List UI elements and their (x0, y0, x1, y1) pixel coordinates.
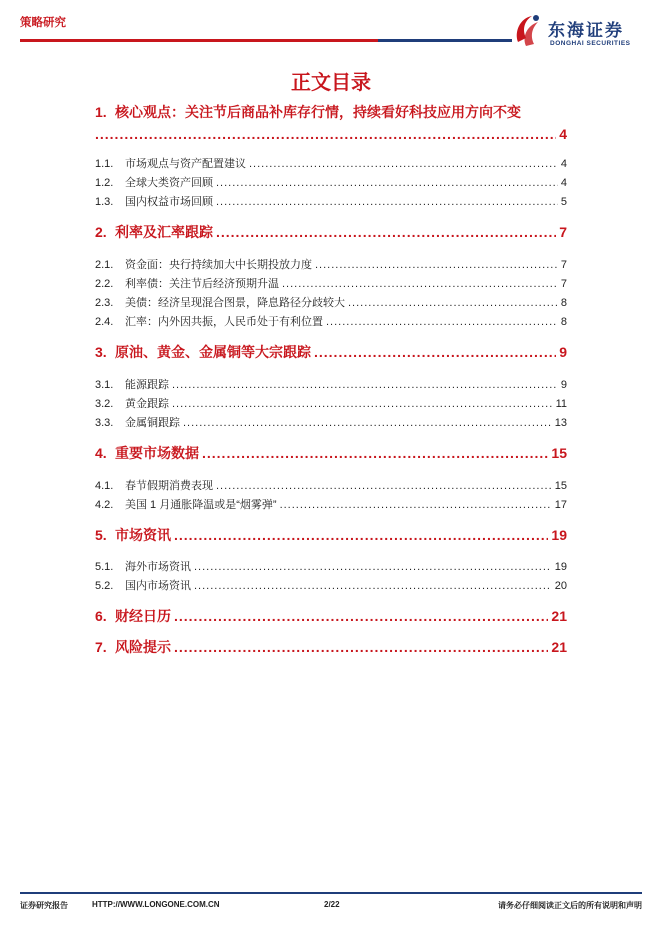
toc-item-4-2[interactable] (95, 496, 567, 512)
toc-page: 4 (559, 126, 567, 142)
toc-page: 15 (551, 445, 567, 461)
logo-mark-icon (512, 12, 544, 50)
toc-num: 2.4. (95, 316, 114, 328)
toc-item-3-3[interactable] (95, 414, 567, 430)
toc-item-1-2[interactable] (95, 174, 567, 190)
toc-section-5[interactable] (95, 525, 567, 545)
toc-section-7[interactable] (95, 637, 567, 657)
toc-page: 19 (551, 527, 567, 543)
toc-page: 7 (560, 259, 567, 271)
toc-section-1-leader[interactable] (95, 126, 567, 142)
section-label: 策略研究 (20, 17, 66, 29)
toc-text: 资金面：央行持续加大中长期投放力度 (125, 259, 312, 271)
dot-leader (216, 224, 556, 240)
toc-page: 11 (555, 398, 567, 410)
toc-text: 海外市场资讯 (125, 561, 191, 573)
toc-num: 1.3. (95, 196, 114, 208)
dot-leader (282, 278, 558, 290)
toc-page: 13 (554, 417, 567, 429)
footer-divider (20, 892, 642, 894)
toc-text: 全球大类资产回顾 (125, 177, 213, 189)
footer-disclaimer: 请务必仔细阅读正文后的所有说明和声明 (498, 901, 642, 910)
toc-num: 4. (95, 445, 107, 461)
toc-page: 8 (560, 297, 567, 309)
toc-page: 19 (554, 561, 567, 573)
header-divider-red (20, 39, 378, 42)
toc-text: 利率债：关注节后经济预期升温 (125, 278, 279, 290)
toc-page: 4 (560, 177, 567, 189)
toc-page: 4 (560, 158, 567, 170)
dot-leader (249, 158, 558, 170)
toc-item-2-3[interactable] (95, 294, 567, 310)
dot-leader (172, 379, 558, 391)
toc-text: 美国 1 月通胀降温或是“烟雾弹” (125, 499, 277, 511)
company-logo (512, 10, 647, 55)
toc-num: 2. (95, 224, 107, 240)
toc-item-5-1[interactable] (95, 558, 567, 574)
toc-page: 15 (554, 480, 567, 492)
toc-text: 国内权益市场回顾 (125, 196, 213, 208)
toc-text: 原油、黄金、金属铜等大宗跟踪 (115, 344, 311, 360)
toc-num: 1.2. (95, 177, 114, 189)
toc-text: 市场观点与资产配置建议 (125, 158, 246, 170)
dot-leader (348, 297, 558, 309)
toc-page: 21 (551, 639, 567, 655)
toc-item-1-3[interactable] (95, 193, 567, 209)
dot-leader (280, 499, 552, 511)
footer-website-link[interactable]: HTTP://WWW.LONGONE.COM.CN (92, 900, 220, 909)
page-number: 2/22 (324, 900, 340, 909)
toc-page: 8 (560, 316, 567, 328)
dot-leader (202, 445, 548, 461)
toc-num: 5.2. (95, 580, 114, 592)
toc-num: 1. (95, 104, 107, 120)
header-divider-blue (378, 39, 512, 42)
toc-num: 5. (95, 527, 107, 543)
toc-text: 美债：经济呈现混合图景，降息路径分歧较大 (125, 297, 345, 309)
toc-text: 能源跟踪 (125, 379, 169, 391)
dot-leader (314, 344, 556, 360)
toc-text: 风险提示 (115, 639, 171, 655)
toc-section-4[interactable] (95, 443, 567, 463)
toc-num: 3.3. (95, 417, 114, 429)
toc-page: 17 (554, 499, 567, 511)
toc-item-5-2[interactable] (95, 577, 567, 593)
toc-page: 21 (551, 608, 567, 624)
toc-page: 7 (559, 224, 567, 240)
toc-num: 2.2. (95, 278, 114, 290)
toc-text: 春节假期消费表现 (125, 480, 213, 492)
dot-leader (216, 177, 558, 189)
footer-report-type: 证券研究报告 (20, 901, 68, 910)
toc-num: 5.1. (95, 561, 114, 573)
toc-page: 5 (560, 196, 567, 208)
toc-num: 1.1. (95, 158, 114, 170)
toc-num: 4.2. (95, 499, 114, 511)
dot-leader (326, 316, 558, 328)
toc-text: 汇率：内外因共振，人民币处于有利位置 (125, 316, 323, 328)
toc-title: 正文目录 (291, 72, 371, 94)
toc-text: 财经日历 (115, 608, 171, 624)
toc-num: 3.2. (95, 398, 114, 410)
dot-leader (216, 196, 558, 208)
dot-leader (194, 580, 552, 592)
toc-item-1-1[interactable] (95, 155, 567, 171)
toc-section-3[interactable] (95, 342, 567, 362)
toc-text: 国内市场资讯 (125, 580, 191, 592)
dot-leader (95, 126, 556, 142)
toc-page: 9 (559, 344, 567, 360)
logo-text-cn: 东海证券 (548, 21, 624, 41)
dot-leader (174, 527, 548, 543)
toc-section-2[interactable] (95, 222, 567, 242)
dot-leader (174, 608, 548, 624)
dot-leader (183, 417, 552, 429)
toc-section-6[interactable] (95, 606, 567, 626)
toc-item-2-1[interactable] (95, 256, 567, 272)
toc-num: 7. (95, 639, 107, 655)
toc-num: 4.1. (95, 480, 114, 492)
toc-item-4-1[interactable] (95, 477, 567, 493)
toc-text: 金属铜跟踪 (125, 417, 180, 429)
dot-leader (315, 259, 558, 271)
toc-num: 3. (95, 344, 107, 360)
toc-num: 2.3. (95, 297, 114, 309)
toc-item-3-1[interactable] (95, 376, 567, 392)
dot-leader (194, 561, 552, 573)
toc-num: 3.1. (95, 379, 114, 391)
toc-text: 核心观点：关注节后商品补库存行情，持续看好科技应用方向不变 (115, 104, 521, 120)
toc-text: 利率及汇率跟踪 (115, 224, 213, 240)
toc-text: 市场资讯 (115, 527, 171, 543)
dot-leader (216, 480, 552, 492)
toc-section-1-title[interactable] (95, 102, 521, 122)
toc-page: 7 (560, 278, 567, 290)
dot-leader (174, 639, 548, 655)
toc-num: 6. (95, 608, 107, 624)
toc-item-2-4[interactable] (95, 313, 567, 329)
dot-leader (172, 398, 553, 410)
logo-text-en: DONGHAI SECURITIES (550, 40, 631, 47)
toc-page: 9 (560, 379, 567, 391)
toc-num: 2.1. (95, 259, 114, 271)
toc-item-3-2[interactable] (95, 395, 567, 411)
toc-page: 20 (554, 580, 567, 592)
toc-text: 黄金跟踪 (125, 398, 169, 410)
toc-item-2-2[interactable] (95, 275, 567, 291)
toc-text: 重要市场数据 (115, 445, 199, 461)
